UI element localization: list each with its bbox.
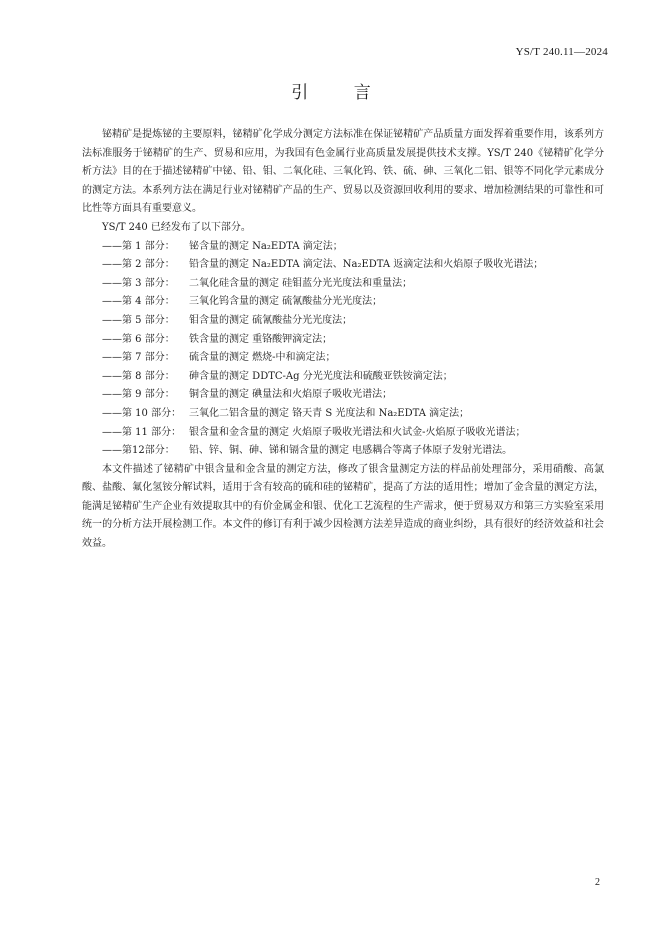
part-prefix: ——第 1 部分： xyxy=(102,240,175,252)
part-text: 银含量和金含量的测定 火焰原子吸收光谱法和火试金-火焰原子吸收光谱法； xyxy=(189,426,526,438)
part-item xyxy=(82,368,604,387)
part-item xyxy=(82,238,604,257)
part-item xyxy=(82,442,604,461)
part-item xyxy=(82,312,604,331)
part-prefix: ——第 9 部分： xyxy=(102,389,175,401)
part-text: 砷含量的测定 DDTC-Ag 分光光度法和硫酸亚铁铵滴定法； xyxy=(189,370,453,382)
part-text: 二氧化硅含量的测定 硅钼蓝分光光度法和重量法； xyxy=(189,277,413,289)
part-item xyxy=(82,331,604,350)
part-item xyxy=(82,405,604,424)
part-item xyxy=(82,293,604,312)
part-text: 三氧化二铝含量的测定 铬天青 S 光度法和 Na₂EDTA 滴定法； xyxy=(189,407,470,419)
part-prefix: ——第 2 部分： xyxy=(102,259,175,271)
part-text: 钼含量的测定 硫氰酸盐分光光度法； xyxy=(189,314,353,326)
part-prefix: ——第 4 部分： xyxy=(102,296,175,308)
part-item xyxy=(82,256,604,275)
part-text: 铜含量的测定 碘量法和火焰原子吸收光谱法； xyxy=(189,389,393,401)
part-text: 铅含量的测定 Na₂EDTA 滴定法、Na₂EDTA 返滴定法和火焰原子吸收光谱法； xyxy=(189,259,544,271)
parts-list xyxy=(82,238,604,461)
part-text: 硫含量的测定 燃烧-中和滴定法； xyxy=(189,352,336,364)
part-prefix: ——第 8 部分： xyxy=(102,370,175,382)
document-body xyxy=(82,126,604,554)
part-item xyxy=(82,275,604,294)
part-prefix: ——第 3 部分： xyxy=(102,277,175,289)
part-text: 铋含量的测定 Na₂EDTA 滴定法； xyxy=(189,240,343,252)
part-item xyxy=(82,349,604,368)
part-text: 三氧化钨含量的测定 硫氰酸盐分光光度法； xyxy=(189,296,383,308)
page-number: 2 xyxy=(595,877,600,888)
standard-code: YS/T 240.11—2024 xyxy=(515,46,608,58)
closing-paragraph: 本文件描述了铋精矿中银含量和金含量的测定方法，修改了银含量测定方法的样品前处理部分，采用硝酸、高氯酸、盐酸、氟化氢铵分解试料，适用于含有较高的硫和硅的铋精矿，提高了方法的适用性；增加了金含量的测定方法，能满足铋精矿生产企业有效提取其中的有价金属金和银、优化工艺流程的生产需求，便于贸易双方和第三方实验室采用统一的分析方法开展检测工作。本文件的修订有利于减少因检测方法差异造成的商业纠纷，具有很好的经济效益和社会效益。 xyxy=(82,463,604,550)
part-prefix: ——第 6 部分： xyxy=(102,333,175,345)
part-item xyxy=(82,386,604,405)
intro-paragraph: 铋精矿是提炼铋的主要原料，铋精矿化学成分测定方法标准在保证铋精矿产品质量方面发挥着重要作用，该系列方法标准服务于铋精矿的生产、贸易和应用，为我国有色金属行业高质量发展提供技术支撑。YS/T 240《铋精矿化学分析方法》目的在于描述铋精矿中铋、铅、钼、二氧化硅、三氧化钨、铁、硫、砷、三氧化二铝、银等不同化学元素成分的测定方法。本系列方法在满足行业对铋精矿产品的生产、贸易以及资源回收利用的要求、增加检测结果的可靠性和可比性等方面具有重要意义。 xyxy=(82,129,604,215)
part-prefix: ——第12部分： xyxy=(102,445,175,457)
part-prefix: ——第 10 部分： xyxy=(102,407,182,419)
part-text: 铁含量的测定 重铬酸钾滴定法； xyxy=(189,333,333,345)
part-prefix: ——第 7 部分： xyxy=(102,352,175,364)
part-text: 铅、锌、铜、砷、锑和镉含量的测定 电感耦合等离子体原子发射光谱法。 xyxy=(189,445,513,457)
part-item xyxy=(82,424,604,443)
part-prefix: ——第 5 部分： xyxy=(102,314,175,326)
page-title: 引 言 xyxy=(291,83,391,103)
parts-lead: YS/T 240 已经发布了以下部分。 xyxy=(102,221,251,233)
part-prefix: ——第 11 部分： xyxy=(102,426,182,438)
